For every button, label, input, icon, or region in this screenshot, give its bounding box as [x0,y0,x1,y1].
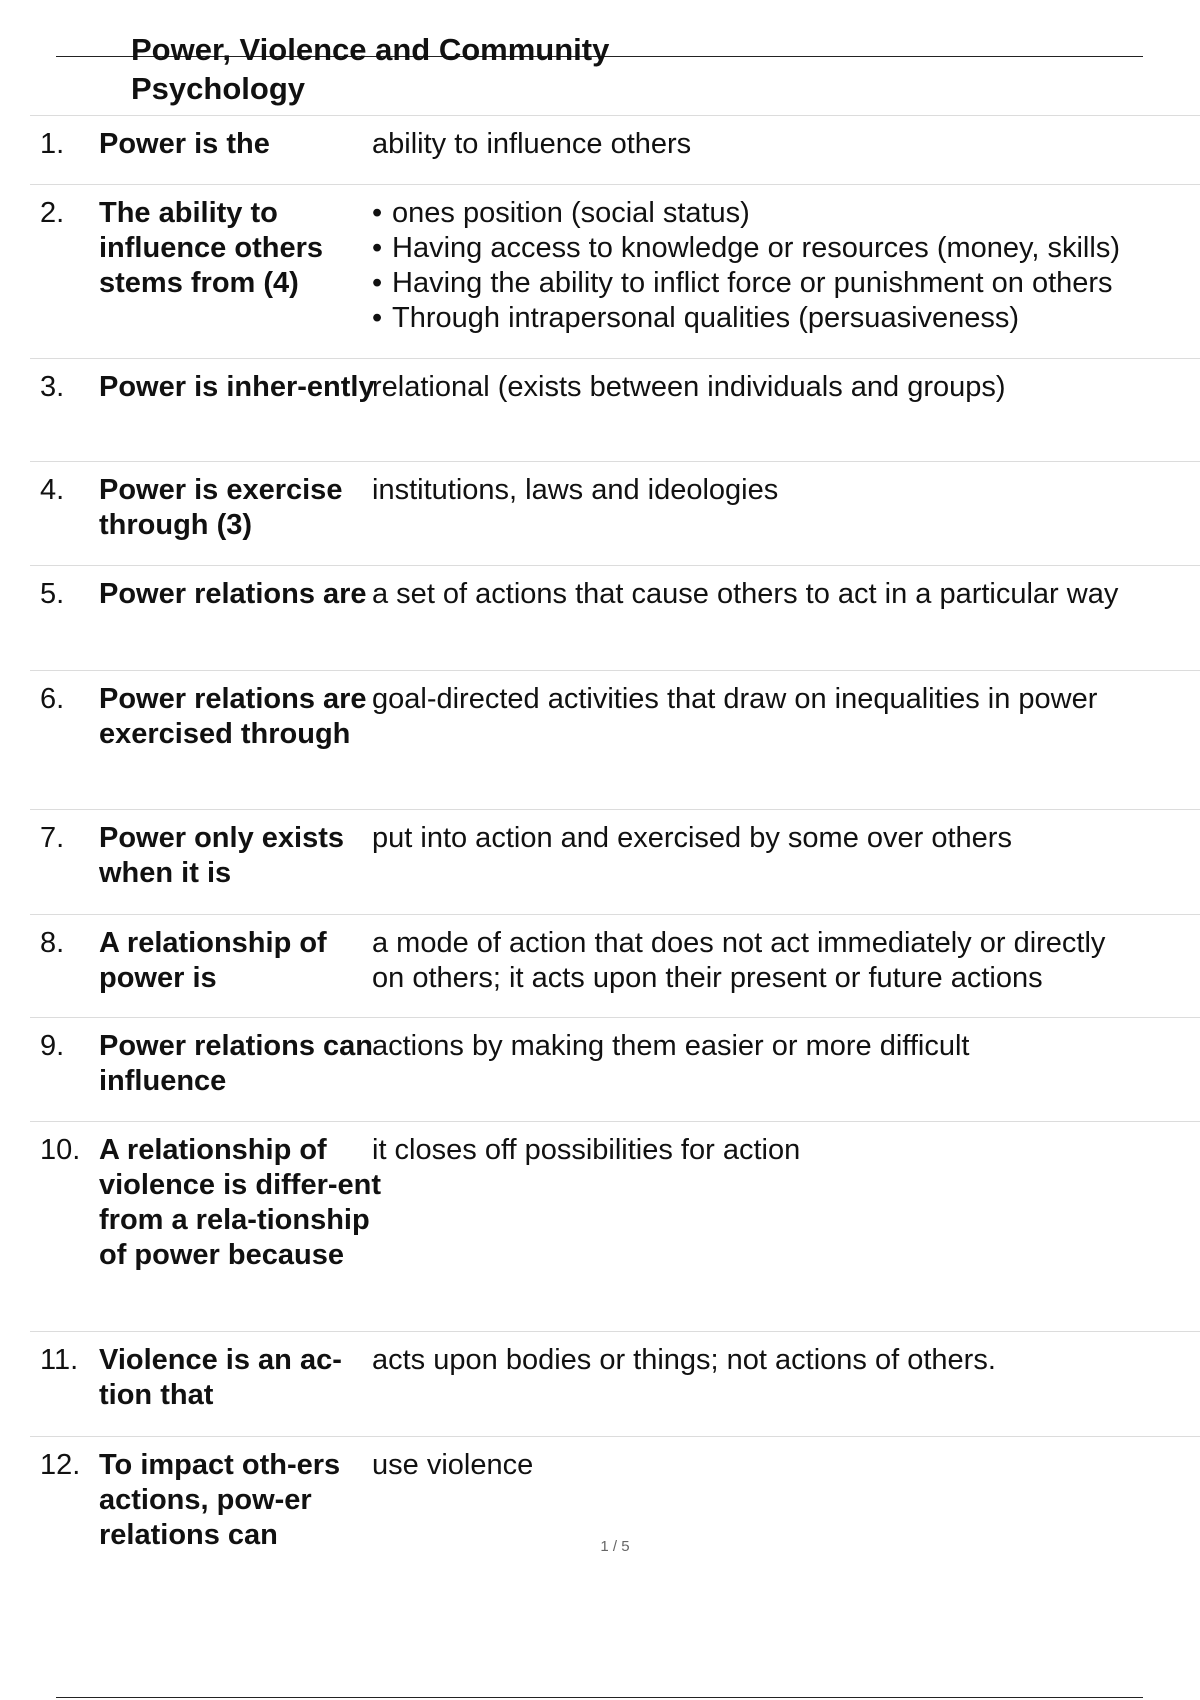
bullet-icon: • [372,197,383,229]
document-title: Power, Violence and Community Psychology [131,32,610,106]
flashcard-row [30,914,1200,1017]
definition-line: acts upon bodies or things; not actions of others. [372,1344,996,1376]
page-indicator: 1 / 5 [600,1538,630,1555]
term: A relationship of violence is differ-ent from a rela-tionship of power because [99,1134,382,1271]
row-number: 3. [40,371,65,403]
row-number: 4. [40,474,65,506]
definition-line: a set of actions that cause others to act in a particular way [372,578,1119,610]
definition [372,1029,1200,1064]
row-number: 7. [40,822,65,854]
row-number: 6. [40,683,65,715]
term: The ability to influence others stems from (4) [99,197,323,299]
definition-line: institutions, laws and ideologies [372,474,779,506]
definition [372,127,1200,162]
definition-line: a mode of action that does not act immediately or directly [372,927,1106,959]
definition-line: on others; it acts upon their present or future actions [372,962,1043,994]
flashcard-list [30,115,1200,1557]
term: Power is inher-ently [99,371,375,403]
row-number: 12. [40,1449,81,1481]
definition-line: Through intrapersonal qualities (persuasiveness) [392,302,1020,334]
row-number: 9. [40,1030,65,1062]
flashcard-row [30,565,1200,670]
definition [372,926,1200,996]
definition-bullet-item [372,266,1200,301]
term: Power only exists when it is [99,822,344,889]
definition-bullet-item [372,196,1200,231]
term: Power relations are exercised through [99,683,367,750]
definition-bullet-item [372,231,1200,266]
row-number: 11. [40,1344,79,1376]
definition-line: use violence [372,1449,534,1481]
definition [372,473,1200,508]
definition-line: Having access to knowledge or resources (money, skills) [392,232,1120,264]
row-number: 5. [40,578,65,610]
definition-line: goal-directed activities that draw on inequalities in power [372,683,1098,715]
row-number: 2. [40,197,65,229]
definition [372,821,1200,856]
definition-bullet-item [372,301,1200,336]
flashcard-row [30,358,1200,461]
flashcard-row [30,1331,1200,1436]
definition-line: ones position (social status) [392,197,750,229]
definition [372,1343,1200,1378]
definition [372,682,1200,717]
definition-line: put into action and exercised by some over others [372,822,1012,854]
definition [372,577,1200,612]
term: Violence is an ac-tion that [99,1344,342,1411]
flashcard-row [30,461,1200,565]
term: Power is the [99,128,270,160]
definition-line: ability to influence others [372,128,692,160]
row-number: 8. [40,927,65,959]
flashcard-row [30,670,1200,809]
definition-line: Having the ability to inflict force or punishment on others [392,267,1113,299]
row-number: 1. [40,128,65,160]
bullet-icon: • [372,302,383,334]
term: A relationship of power is [99,927,327,994]
flashcard-row [30,184,1200,358]
definition-list [372,196,1200,336]
definition [372,1448,1200,1483]
bullet-icon: • [372,232,383,264]
flashcard-row [30,809,1200,914]
flashcard-row [30,1017,1200,1121]
term: Power is exercise through (3) [99,474,343,541]
definition-line: it closes off possibilities for action [372,1134,801,1166]
definition-line: actions by making them easier or more difficult [372,1030,970,1062]
definition-line: relational (exists between individuals and groups) [372,371,1006,403]
flashcard-row [30,115,1200,184]
definition [372,370,1200,405]
bullet-icon: • [372,267,383,299]
term: Power relations are [99,578,367,610]
flashcard-row [30,1121,1200,1331]
row-number: 10. [40,1134,81,1166]
term: To impact oth-ers actions, pow-er relations can [99,1449,341,1551]
footer-rule [56,1697,1143,1698]
term: Power relations can influence [99,1030,373,1097]
definition [372,1133,1200,1168]
